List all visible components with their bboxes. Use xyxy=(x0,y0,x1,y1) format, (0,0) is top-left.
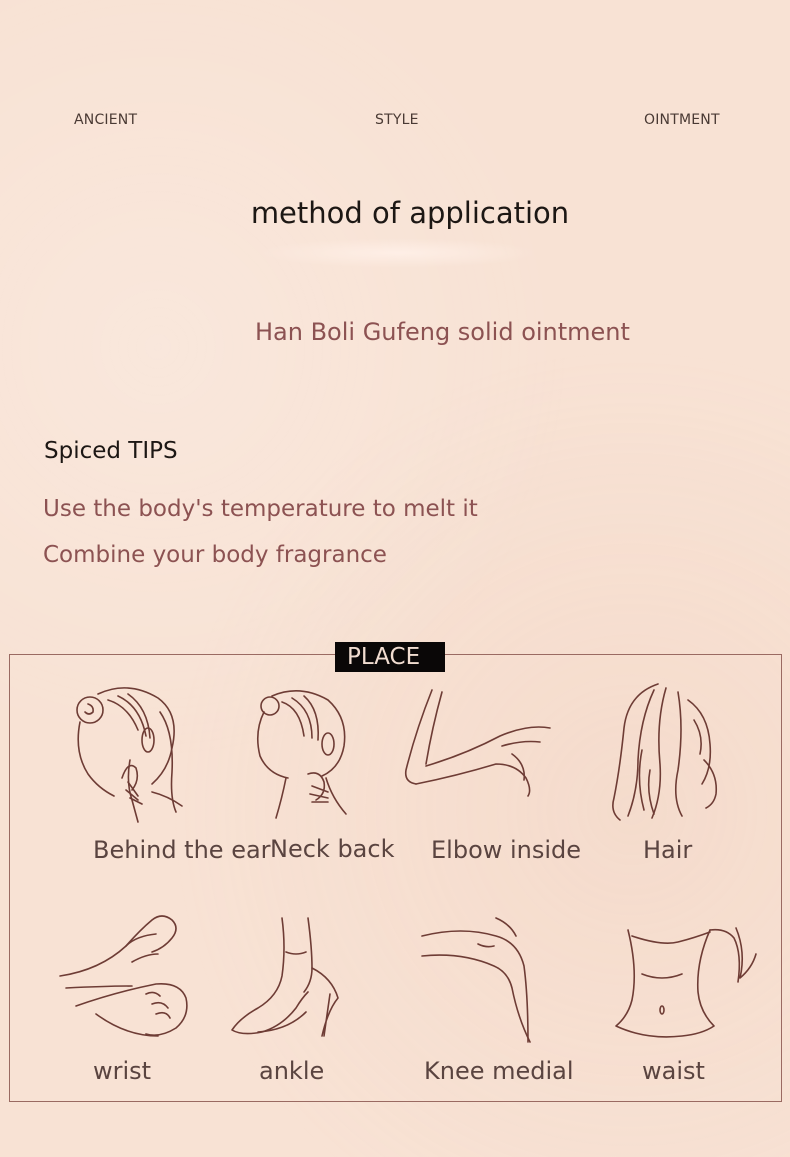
wrist-illustration-icon xyxy=(56,910,191,1045)
knee-medial-illustration-icon xyxy=(418,914,548,1049)
place-label: Knee medial xyxy=(424,1057,574,1085)
ankle-illustration-icon xyxy=(228,912,348,1037)
place-label: Elbow inside xyxy=(431,836,582,864)
header-word-ointment: OINTMENT xyxy=(644,112,720,128)
elbow-inside-illustration-icon xyxy=(402,684,557,809)
place-label: ankle xyxy=(259,1057,325,1085)
place-label: wrist xyxy=(93,1057,152,1085)
header-word-style: STYLE xyxy=(375,112,419,128)
place-label: Hair xyxy=(643,836,693,864)
waist-illustration-icon xyxy=(612,924,757,1044)
neck-back-illustration-icon xyxy=(246,682,361,827)
tips-heading: Spiced TIPS xyxy=(44,438,178,464)
tip-line: Combine your body fragrance xyxy=(43,542,387,568)
behind-ear-illustration-icon xyxy=(68,682,193,827)
place-badge: PLACE xyxy=(335,642,445,672)
page-subtitle: Han Boli Gufeng solid ointment xyxy=(255,318,630,346)
place-label: Behind the ear xyxy=(93,836,271,864)
place-label: Neck back xyxy=(270,835,395,863)
tip-line: Use the body's temperature to melt it xyxy=(43,496,478,522)
hair-illustration-icon xyxy=(608,680,728,830)
header-word-ancient: ANCIENT xyxy=(74,112,138,128)
page-title: method of application xyxy=(250,196,570,230)
place-label: waist xyxy=(642,1057,705,1085)
title-glow-decoration xyxy=(258,238,538,268)
